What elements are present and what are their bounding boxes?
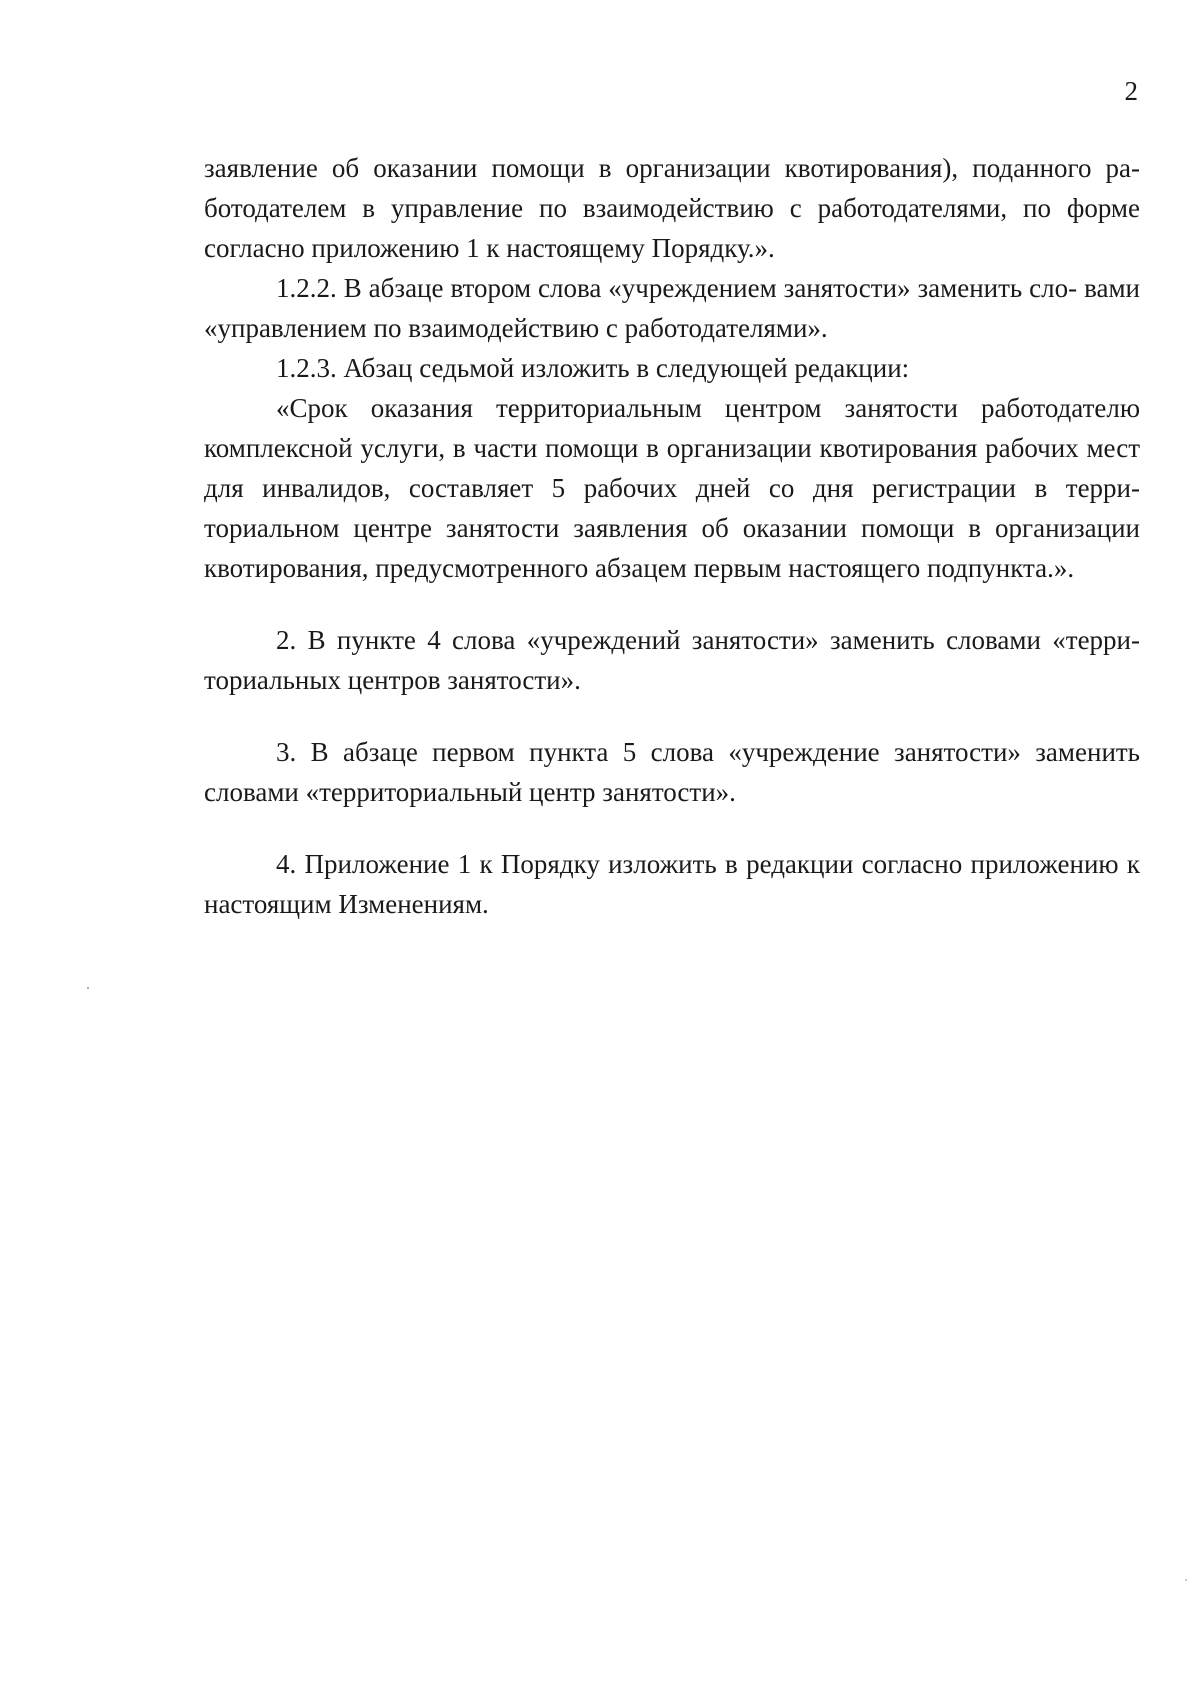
paragraph-item-3: 3. В абзаце первом пункта 5 слова «учреждение занятости» заменить словами «территориальный центр занятости». (204, 737, 1140, 807)
paragraph-1-2-2: 1.2.2. В абзаце втором слова «учреждением занятости» заменить сло- вами «управлением по взаимодействию с работодателями». (204, 273, 1140, 343)
paragraph-item-4: 4. Приложение 1 к Порядку изложить в редакции согласно приложению к настоящим Изменениям. (204, 849, 1140, 919)
document-body (204, 148, 1140, 924)
paragraph-continuation: заявление об оказании помощи в организации квотирования), поданного ра- ботодателем в управление по взаимодействию с работодателями, по форме согласно приложению 1 к настоящему Порядку.». (204, 153, 1140, 263)
paragraph-quoted-text: «Срок оказания территориальным центром занятости работодателю комплексной услуги, в части помощи в организации квотирования рабочих мест для инвалидов, составляет 5 рабочих дней со дня регистрации в терри- ториальном центре занятости заявления об оказании помощи в организации квотирования, предусмотренного абзацем первым настоящего подпункта.». (204, 393, 1140, 583)
paragraph-item-2: 2. В пункте 4 слова «учреждений занятости» заменить словами «терри- ториальных центров занятости». (204, 625, 1140, 695)
page-number: 2 (1124, 76, 1138, 106)
paragraph-1-2-3: 1.2.3. Абзац седьмой изложить в следующей редакции: (276, 353, 910, 383)
